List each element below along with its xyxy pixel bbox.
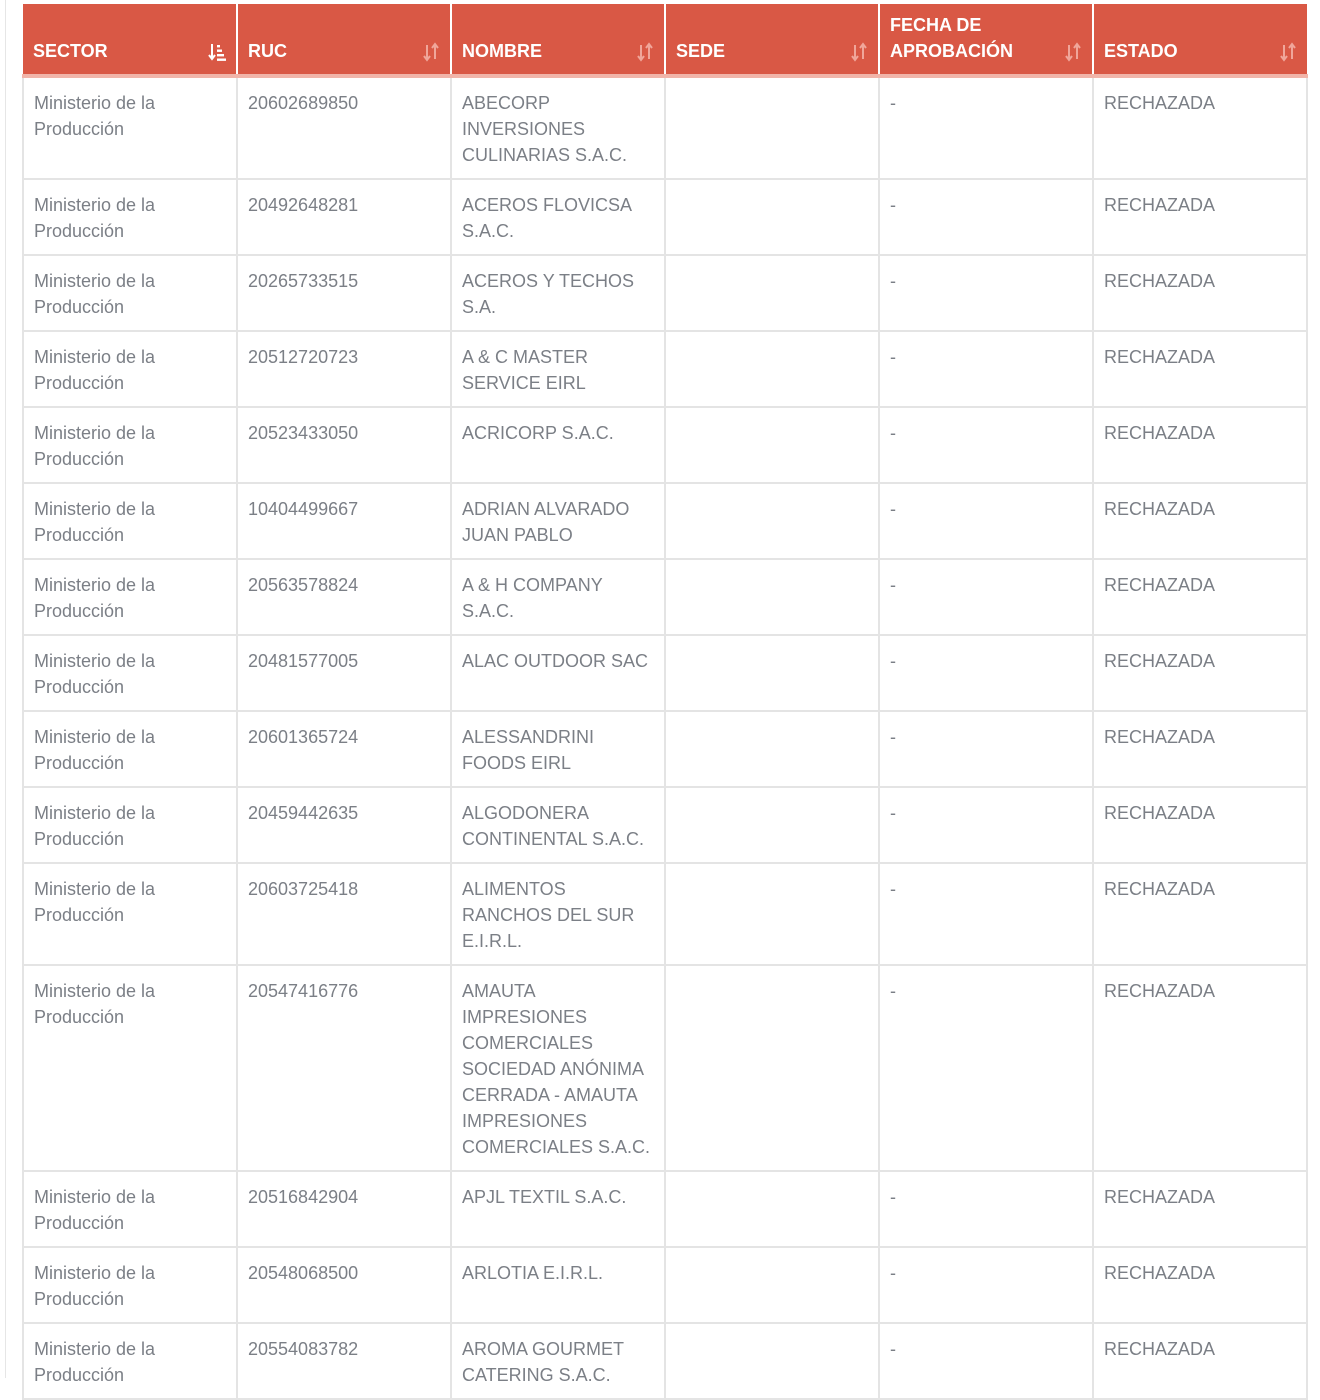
cell-fecha-aprobacion: - [879,965,1093,1171]
table-row[interactable] [23,965,1307,1171]
cell-nombre: AMAUTA IMPRESIONES COMERCIALES SOCIEDAD ANÓNIMA CERRADA - AMAUTA IMPRESIONES COMERCIALES S.A.C. [451,965,665,1171]
cell-nombre: ACEROS Y TECHOS S.A. [451,255,665,331]
sort-both-icon[interactable] [1279,42,1297,62]
cell-estado: RECHAZADA [1093,179,1307,255]
cell-estado: RECHAZADA [1093,711,1307,787]
cell-fecha-aprobacion: - [879,483,1093,559]
cell-estado: RECHAZADA [1093,255,1307,331]
cell-fecha-aprobacion: - [879,863,1093,965]
cell-sede [665,711,879,787]
column-header-label: SEDE [676,41,726,61]
page-edge [5,0,6,1378]
cell-nombre: APJL TEXTIL S.A.C. [451,1171,665,1247]
cell-nombre: ALIMENTOS RANCHOS DEL SUR E.I.R.L. [451,863,665,965]
results-table [22,4,1308,1400]
cell-ruc: 20492648281 [237,179,451,255]
cell-sede [665,863,879,965]
cell-ruc: 20265733515 [237,255,451,331]
cell-sector: Ministerio de la Producción [23,331,237,407]
cell-sector: Ministerio de la Producción [23,787,237,863]
cell-sede [665,179,879,255]
column-header-estado[interactable] [1093,4,1307,76]
cell-ruc: 20547416776 [237,965,451,1171]
cell-estado: RECHAZADA [1093,76,1307,179]
cell-sector: Ministerio de la Producción [23,407,237,483]
cell-nombre: ALGODONERA CONTINENTAL S.A.C. [451,787,665,863]
cell-fecha-aprobacion: - [879,1171,1093,1247]
cell-fecha-aprobacion: - [879,559,1093,635]
cell-nombre: ALAC OUTDOOR SAC [451,635,665,711]
results-table-container [22,4,1306,1400]
cell-nombre: A & C MASTER SERVICE EIRL [451,331,665,407]
cell-sector: Ministerio de la Producción [23,1323,237,1399]
cell-sector: Ministerio de la Producción [23,179,237,255]
column-header-label: SECTOR [33,41,108,61]
cell-nombre: AROMA GOURMET CATERING S.A.C. [451,1323,665,1399]
cell-estado: RECHAZADA [1093,407,1307,483]
cell-nombre: ABECORP INVERSIONES CULINARIAS S.A.C. [451,76,665,179]
cell-sede [665,76,879,179]
table-row[interactable] [23,179,1307,255]
cell-estado: RECHAZADA [1093,863,1307,965]
cell-sede [665,559,879,635]
table-row[interactable] [23,76,1307,179]
table-row[interactable] [23,711,1307,787]
table-header [23,4,1307,76]
cell-ruc: 20602689850 [237,76,451,179]
cell-ruc: 20523433050 [237,407,451,483]
cell-sede [665,787,879,863]
cell-sector: Ministerio de la Producción [23,711,237,787]
cell-sede [665,255,879,331]
cell-sector: Ministerio de la Producción [23,1171,237,1247]
cell-fecha-aprobacion: - [879,635,1093,711]
column-header-sector[interactable] [23,4,237,76]
cell-fecha-aprobacion: - [879,76,1093,179]
cell-sector: Ministerio de la Producción [23,1247,237,1323]
cell-estado: RECHAZADA [1093,1247,1307,1323]
cell-fecha-aprobacion: - [879,255,1093,331]
cell-estado: RECHAZADA [1093,331,1307,407]
sort-asc-icon[interactable] [208,42,226,62]
cell-sector: Ministerio de la Producción [23,635,237,711]
cell-fecha-aprobacion: - [879,407,1093,483]
column-header-label: RUC [248,41,287,61]
column-header-sede[interactable] [665,4,879,76]
table-row[interactable] [23,1323,1307,1399]
cell-ruc: 20601365724 [237,711,451,787]
cell-sede [665,635,879,711]
table-row[interactable] [23,1171,1307,1247]
cell-nombre: ACEROS FLOVICSA S.A.C. [451,179,665,255]
cell-ruc: 20512720723 [237,331,451,407]
cell-sede [665,331,879,407]
column-header-label: FECHA DE APROBACIÓN [890,15,1014,61]
cell-sede [665,483,879,559]
column-header-ruc[interactable] [237,4,451,76]
column-header-label: ESTADO [1104,41,1178,61]
cell-sede [665,1247,879,1323]
sort-both-icon[interactable] [1064,42,1082,62]
column-header-nombre[interactable] [451,4,665,76]
cell-sector: Ministerio de la Producción [23,965,237,1171]
cell-estado: RECHAZADA [1093,787,1307,863]
table-row[interactable] [23,559,1307,635]
cell-sector: Ministerio de la Producción [23,255,237,331]
cell-ruc: 20481577005 [237,635,451,711]
cell-ruc: 20563578824 [237,559,451,635]
cell-sector: Ministerio de la Producción [23,559,237,635]
cell-nombre: A & H COMPANY S.A.C. [451,559,665,635]
cell-fecha-aprobacion: - [879,179,1093,255]
cell-ruc: 20459442635 [237,787,451,863]
table-row[interactable] [23,635,1307,711]
cell-nombre: ARLOTIA E.I.R.L. [451,1247,665,1323]
sort-both-icon[interactable] [422,42,440,62]
header-row [23,4,1307,76]
cell-fecha-aprobacion: - [879,787,1093,863]
cell-fecha-aprobacion: - [879,331,1093,407]
cell-estado: RECHAZADA [1093,1171,1307,1247]
table-row[interactable] [23,331,1307,407]
cell-fecha-aprobacion: - [879,711,1093,787]
cell-sede [665,1323,879,1399]
cell-nombre: ACRICORP S.A.C. [451,407,665,483]
table-row[interactable] [23,255,1307,331]
cell-ruc: 10404499667 [237,483,451,559]
cell-sector: Ministerio de la Producción [23,863,237,965]
cell-nombre: ALESSANDRINI FOODS EIRL [451,711,665,787]
cell-sede [665,407,879,483]
cell-estado: RECHAZADA [1093,559,1307,635]
sort-both-icon[interactable] [850,42,868,62]
cell-estado: RECHAZADA [1093,965,1307,1171]
cell-sede [665,1171,879,1247]
table-row[interactable] [23,407,1307,483]
table-row[interactable] [23,863,1307,965]
cell-ruc: 20554083782 [237,1323,451,1399]
sort-both-icon[interactable] [636,42,654,62]
cell-fecha-aprobacion: - [879,1247,1093,1323]
table-row[interactable] [23,1247,1307,1323]
cell-estado: RECHAZADA [1093,1323,1307,1399]
cell-sector: Ministerio de la Producción [23,483,237,559]
cell-ruc: 20516842904 [237,1171,451,1247]
cell-ruc: 20603725418 [237,863,451,965]
cell-fecha-aprobacion: - [879,1323,1093,1399]
cell-ruc: 20548068500 [237,1247,451,1323]
table-row[interactable] [23,787,1307,863]
table-body [23,76,1307,1399]
column-header-label: NOMBRE [462,41,542,61]
column-header-fecha-aprobacion[interactable] [879,4,1093,76]
cell-estado: RECHAZADA [1093,635,1307,711]
table-row[interactable] [23,483,1307,559]
cell-sector: Ministerio de la Producción [23,76,237,179]
cell-estado: RECHAZADA [1093,483,1307,559]
cell-nombre: ADRIAN ALVARADO JUAN PABLO [451,483,665,559]
cell-sede [665,965,879,1171]
